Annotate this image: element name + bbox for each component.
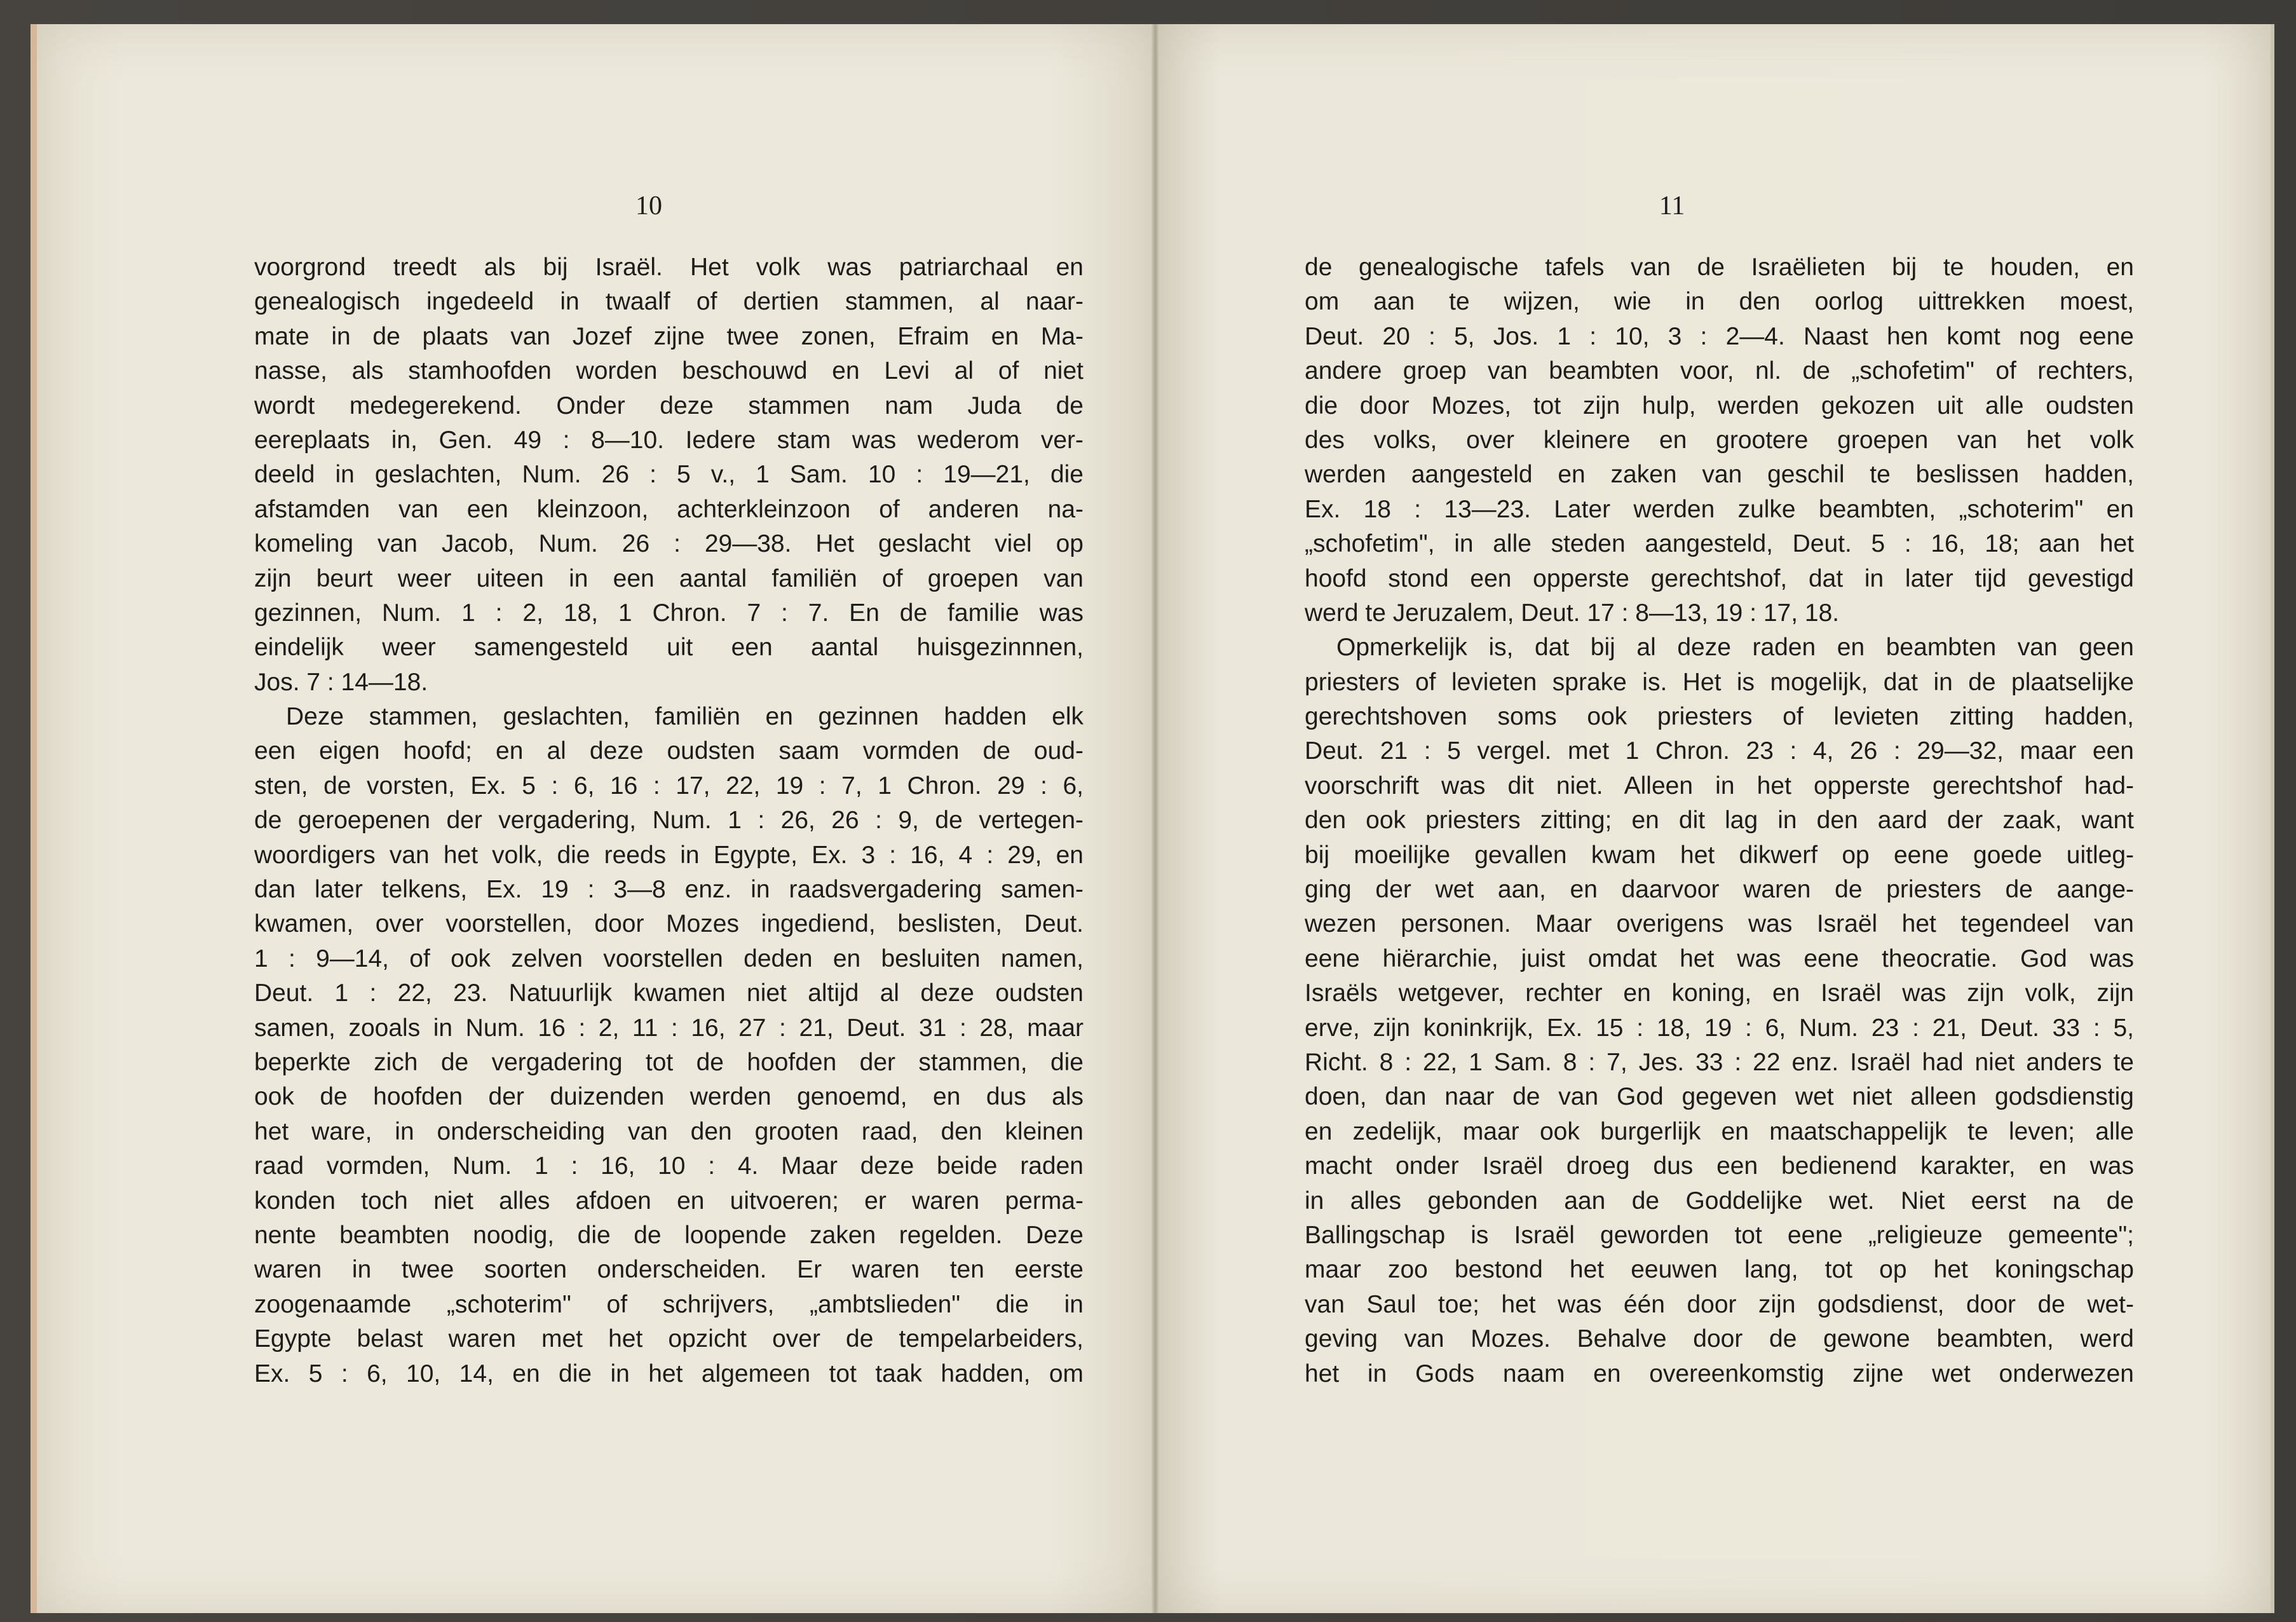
text-line: gerechtshoven soms ook priesters of levieten zitting hadden, <box>1305 703 2134 731</box>
text-line: een eigen hoofd; en al deze oudsten saam vormden de oud- <box>254 737 1083 765</box>
text-line: Jos. 7 : 14—18. <box>254 668 428 696</box>
text-line: Ex. 5 : 6, 10, 14, en die in het algemeen tot taak hadden, om <box>254 1360 1083 1387</box>
text-line: en zedelijk, maar ook burgerlijk en maatschappelijk te leven; alle <box>1305 1117 2134 1145</box>
text-line: wordt medegerekend. Onder deze stammen nam Juda de <box>254 392 1083 419</box>
text-line: van Saul toe; het was één door zijn godsdienst, door de wet- <box>1305 1290 2134 1318</box>
text-line: het in Gods naam en overeenkomstig zijne wet onderwezen <box>1305 1360 2134 1387</box>
book-gutter <box>1151 24 1159 1613</box>
text-line: des volks, over kleinere en grootere groepen van het volk <box>1305 426 2134 454</box>
text-line: om aan te wijzen, wie in den oorlog uittrekken moest, <box>1305 288 2134 316</box>
text-line: genealogisch ingedeeld in twaalf of dertien stammen, al naar- <box>254 288 1083 316</box>
text-line: hoofd stond een opperste gerechtshof, dat in later tijd gevestigd <box>1305 564 2134 592</box>
text-line: samen, zooals in Num. 16 : 2, 11 : 16, 27 : 21, Deut. 31 : 28, maar <box>254 1014 1083 1042</box>
text-line: werd te Jeruzalem, Deut. 17 : 8—13, 19 : 17, 18. <box>1305 599 1840 627</box>
text-line: Israëls wetgever, rechter en koning, en Israël was zijn volk, zijn <box>1305 979 2134 1007</box>
page-number: 11 <box>1659 191 1685 221</box>
left-page <box>31 24 1162 1613</box>
text-line: Ballingschap is Israël geworden tot eene „religieuze gemeente"; <box>1305 1221 2134 1249</box>
text-line: waren in twee soorten onderscheiden. Er waren ten eerste <box>254 1256 1083 1284</box>
text-line: Deut. 21 : 5 vergel. met 1 Chron. 23 : 4, 26 : 29—32, maar een <box>1305 737 2134 765</box>
text-line: erve, zijn koninkrijk, Ex. 15 : 18, 19 : 6, Num. 23 : 21, Deut. 33 : 5, <box>1305 1014 2134 1042</box>
text-line: doen, dan naar de van God gegeven wet niet alleen godsdienstig <box>1305 1083 2134 1111</box>
text-line: deeld in geslachten, Num. 26 : 5 v., 1 Sam. 10 : 19—21, die <box>254 461 1083 489</box>
text-line: wezen personen. Maar overigens was Israël het tegendeel van <box>1305 910 2134 938</box>
text-line: mate in de plaats van Jozef zijne twee zonen, Efraim en Ma- <box>254 322 1083 350</box>
text-line: konden toch niet alles afdoen en uitvoeren; er waren perma- <box>254 1187 1083 1215</box>
text-line: maar zoo bestond het eeuwen lang, tot op het koningschap <box>1305 1256 2134 1284</box>
page-number: 10 <box>635 191 662 221</box>
text-line: ging der wet aan, en daarvoor waren de priesters de aange- <box>1305 876 2134 904</box>
text-line: komeling van Jacob, Num. 26 : 29—38. Het geslacht viel op <box>254 530 1083 558</box>
text-line: eene hiërarchie, juist omdat het was eene theocratie. God was <box>1305 944 2134 972</box>
text-line: Egypte belast waren met het opzicht over de tempelarbeiders, <box>254 1325 1083 1353</box>
text-line: Opmerkelijk is, dat bij al deze raden en beambten van geen <box>1336 634 2134 662</box>
text-line: raad vormden, Num. 1 : 16, 10 : 4. Maar deze beide raden <box>254 1152 1083 1180</box>
body-text <box>1305 250 2134 1391</box>
text-line: Ex. 18 : 13—23. Later werden zulke beambten, „schoterim" en <box>1305 495 2134 523</box>
text-line: het ware, in onderscheiding van den grooten raad, den kleinen <box>254 1117 1083 1145</box>
text-line: afstamden van een kleinzoon, achterkleinzoon of anderen na- <box>254 495 1083 523</box>
text-line: priesters of levieten sprake is. Het is mogelijk, dat in de plaatselijke <box>1305 668 2134 696</box>
text-line: zoogenaamde „schoterim" of schrijvers, „ambtslieden" die in <box>254 1290 1083 1318</box>
text-line: kwamen, over voorstellen, door Mozes ingediend, beslisten, Deut. <box>254 910 1083 938</box>
text-line: eereplaats in, Gen. 49 : 8—10. Iedere stam was wederom ver- <box>254 426 1083 454</box>
text-line: Richt. 8 : 22, 1 Sam. 8 : 7, Jes. 33 : 22 enz. Israël had niet anders te <box>1305 1048 2134 1076</box>
text-line: 1 : 9—14, of ook zelven voorstellen deden en besluiten namen, <box>254 944 1083 972</box>
text-line: sten, de vorsten, Ex. 5 : 6, 16 : 17, 22, 19 : 7, 1 Chron. 29 : 6, <box>254 772 1083 800</box>
text-line: werden aangesteld en zaken van geschil te beslissen hadden, <box>1305 461 2134 489</box>
text-line: den ook priesters zitting; en dit lag in den aard der zaak, want <box>1305 807 2134 835</box>
text-line: ook de hoofden der duizenden werden genoemd, en dus als <box>254 1083 1083 1111</box>
text-line: nente beambten noodig, die de loopende zaken regelden. Deze <box>254 1221 1083 1249</box>
text-line: eindelijk weer samengesteld uit een aantal huisgezinnnen, <box>254 634 1083 662</box>
text-line: andere groep van beambten voor, nl. de „schofetim" of rechters, <box>1305 357 2134 385</box>
text-line: bij moeilijke gevallen kwam het dikwerf op eene goede uitleg- <box>1305 841 2134 869</box>
text-line: woordigers van het volk, die reeds in Egypte, Ex. 3 : 16, 4 : 29, en <box>254 841 1083 869</box>
text-line: gezinnen, Num. 1 : 2, 18, 1 Chron. 7 : 7. En de familie was <box>254 599 1083 627</box>
text-line: „schofetim", in alle steden aangesteld, Deut. 5 : 16, 18; aan het <box>1305 530 2134 558</box>
text-line: de genealogische tafels van de Israëlieten bij te houden, en <box>1305 254 2134 281</box>
text-line: in alles gebonden aan de Goddelijke wet. Niet eerst na de <box>1305 1187 2134 1215</box>
text-line: Deut. 1 : 22, 23. Natuurlijk kwamen niet altijd al deze oudsten <box>254 979 1083 1007</box>
text-line: macht onder Israël droeg dus een bedienend karakter, en was <box>1305 1152 2134 1180</box>
text-line: Deze stammen, geslachten, familiën en gezinnen hadden elk <box>286 703 1083 731</box>
text-line: voorschrift was dit niet. Alleen in het opperste gerechtshof had- <box>1305 772 2134 800</box>
text-line: nasse, als stamhoofden worden beschouwd en Levi al of niet <box>254 357 1083 385</box>
text-line: voorgrond treedt als bij Israël. Het volk was patriarchaal en <box>254 254 1083 281</box>
text-line: geving van Mozes. Behalve door de gewone beambten, werd <box>1305 1325 2134 1353</box>
right-page <box>1155 24 2274 1613</box>
text-line: beperkte zich de vergadering tot de hoofden der stammen, die <box>254 1048 1083 1076</box>
text-line: zijn beurt weer uiteen in een aantal familiën of groepen van <box>254 564 1083 592</box>
text-line: dan later telkens, Ex. 19 : 3—8 enz. in raadsvergadering samen- <box>254 876 1083 904</box>
text-line: Deut. 20 : 5, Jos. 1 : 10, 3 : 2—4. Naast hen komt nog eene <box>1305 322 2134 350</box>
text-line: de geroepenen der vergadering, Num. 1 : 26, 26 : 9, de vertegen- <box>254 807 1083 835</box>
text-line: die door Mozes, tot zijn hulp, werden gekozen uit alle oudsten <box>1305 392 2134 419</box>
body-text <box>254 250 1083 1391</box>
